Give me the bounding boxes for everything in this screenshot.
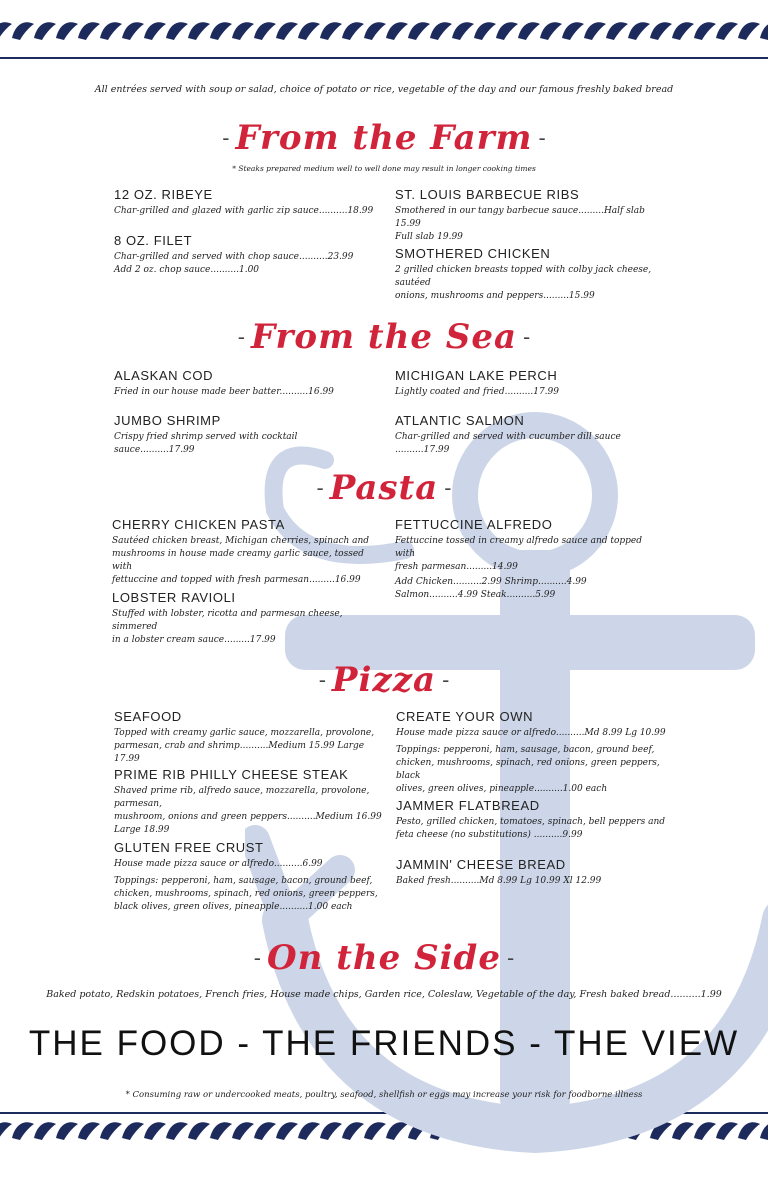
section-heading-side: - On the Side -	[253, 938, 515, 978]
item-name: 8 OZ. FILET	[114, 233, 193, 248]
rope-strand	[518, 22, 540, 40]
section-heading-pasta: - Pasta -	[316, 468, 452, 508]
menu-item-shrimp	[114, 413, 379, 457]
rope-strand	[254, 22, 276, 40]
section-title-side: On the Side	[267, 938, 501, 978]
rope-strand	[78, 1122, 100, 1140]
rope-strand	[540, 22, 562, 40]
item-desc: Smothered in our tangy barbecue sauce.........Half slab 15.99	[395, 206, 645, 229]
intro-text: All entrées served with soup or salad, choice of potato or rice, vegetable of the day and our famous freshly baked bread	[94, 84, 674, 95]
menu-item-fettuccine-alfredo	[395, 517, 660, 602]
menu-item-cheese-bread	[396, 857, 666, 888]
rope-strand	[210, 1122, 232, 1140]
rope-strand	[342, 22, 364, 40]
item-name: ALASKAN COD	[114, 368, 214, 383]
border-line-top	[0, 57, 768, 59]
item-desc: Stuffed with lobster, ricotta and parmesan cheese, simmered	[112, 609, 343, 632]
addon-line: Salmon..........4.99 Steak..........5.99	[395, 590, 556, 600]
item-name: SMOTHERED CHICKEN	[395, 246, 551, 261]
rope-strand	[232, 22, 254, 40]
item-desc: parmesan, crab and shrimp..........Medium 15.99 Large 17.99	[114, 741, 365, 764]
item-name: JAMMER FLATBREAD	[396, 798, 540, 813]
menu-item-create-your-own	[396, 709, 666, 796]
item-name: FETTUCCINE ALFREDO	[395, 517, 553, 532]
menu-item-ribeye	[114, 187, 379, 218]
item-name: ATLANTIC SALMON	[395, 413, 525, 428]
rope-strand	[364, 22, 386, 40]
item-desc: Baked fresh..........Md 8.99 Lg 10.99 Xl 12.99	[396, 876, 602, 886]
item-desc: Crispy fried shrimp served with cocktail sauce..........17.99	[114, 432, 298, 455]
rope-border-top	[0, 18, 768, 44]
item-desc: Topped with creamy garlic sauce, mozzarella, provolone,	[114, 728, 375, 738]
rope-strand	[166, 22, 188, 40]
rope-strand	[12, 1122, 34, 1140]
menu-item-salmon	[395, 413, 660, 457]
item-desc: Sautéed chicken breast, Michigan cherries, spinach and	[112, 536, 370, 546]
rope-strand	[0, 1122, 12, 1140]
rope-strand	[474, 22, 496, 40]
side-dishes: Baked potato, Redskin potatoes, French fries, House made chips, Garden rice, Coleslaw, Vegetable of the day, Fresh baked bread..........1.99	[46, 989, 722, 1000]
item-name: CREATE YOUR OWN	[396, 709, 534, 724]
rope-strand	[122, 1122, 144, 1140]
toppings-line: chicken, mushrooms, spinach, red onions, green peppers, black	[396, 758, 660, 781]
item-desc: Fettuccine tossed in creamy alfredo sauce and topped with	[395, 536, 643, 559]
item-desc: Pesto, grilled chicken, tomatoes, spinach, bell peppers and	[396, 817, 666, 827]
rope-strand	[100, 1122, 122, 1140]
rope-strand	[298, 22, 320, 40]
rope-strand	[210, 22, 232, 40]
item-name: SEAFOOD	[114, 709, 182, 724]
rope-strand	[12, 22, 34, 40]
item-desc: mushrooms in house made creamy garlic sauce, tossed with	[112, 549, 364, 572]
toppings-line: black olives, green olives, pineapple..........1.00 each	[114, 902, 353, 912]
item-desc: onions, mushrooms and peppers.........15.99	[395, 291, 595, 301]
rope-strand	[760, 22, 768, 40]
item-desc: Large 18.99	[114, 825, 170, 835]
menu-item-ribs	[395, 187, 660, 244]
item-desc: Add 2 oz. chop sauce..........1.00	[114, 265, 260, 275]
item-desc: House made pizza sauce or alfredo..........6.99	[114, 859, 323, 869]
rope-strand	[0, 22, 12, 40]
menu-item-gluten-free-crust	[114, 840, 389, 914]
rope-strand	[716, 22, 738, 40]
rope-strand	[386, 22, 408, 40]
rope-strand	[78, 22, 100, 40]
rope-strand	[430, 22, 452, 40]
rope-strand	[408, 22, 430, 40]
rope-strand	[584, 22, 606, 40]
rope-strand	[34, 1122, 56, 1140]
rope-strand	[628, 22, 650, 40]
menu-item-lobster-ravioli	[112, 590, 377, 647]
rope-strand	[100, 22, 122, 40]
section-title-pizza: Pizza	[331, 660, 437, 700]
item-name: MICHIGAN LAKE PERCH	[395, 368, 558, 383]
menu-item-jammer-flatbread	[396, 798, 666, 842]
addon-line: Add Chicken..........2.99 Shrimp..........4.99	[395, 577, 587, 587]
rope-strand	[276, 22, 298, 40]
rope-strand	[738, 22, 760, 40]
item-name: LOBSTER RAVIOLI	[112, 590, 236, 605]
item-desc: Char-grilled and glazed with garlic zip sauce..........18.99	[114, 206, 374, 216]
menu-item-prime-rib-philly	[114, 767, 389, 837]
item-desc: Lightly coated and fried..........17.99	[395, 387, 559, 397]
rope-strand	[34, 22, 56, 40]
item-name: GLUTEN FREE CRUST	[114, 840, 264, 855]
menu-item-perch	[395, 368, 660, 399]
item-name: JUMBO SHRIMP	[114, 413, 221, 428]
tagline: THE FOOD - THE FRIENDS - THE VIEW	[28, 1024, 740, 1063]
section-heading-farm: - From the Farm -	[222, 118, 546, 158]
food-safety-disclaimer: * Consuming raw or undercooked meats, poultry, seafood, shellfish or eggs may increase your risk for foodborne illness	[125, 1090, 643, 1100]
item-desc: in a lobster cream sauce.........17.99	[112, 635, 276, 645]
toppings-line: Toppings: pepperoni, ham, sausage, bacon, ground beef,	[114, 876, 373, 886]
item-desc: feta cheese (no substitutions) ..........9.99	[396, 830, 583, 840]
section-title-pasta: Pasta	[329, 468, 439, 508]
rope-strand	[452, 22, 474, 40]
menu-item-cherry-chicken-pasta	[112, 517, 377, 587]
item-desc: Char-grilled and served with cucumber dill sauce ..........17.99	[395, 432, 621, 455]
rope-strand	[144, 22, 166, 40]
item-desc: Shaved prime rib, alfredo sauce, mozzarella, provolone, parmesan,	[114, 786, 370, 809]
toppings-line: chicken, mushrooms, spinach, red onions, green peppers,	[114, 889, 378, 899]
item-name: CHERRY CHICKEN PASTA	[112, 517, 285, 532]
menu-item-seafood-pizza	[114, 709, 389, 766]
steak-note: * Steaks prepared medium well to well done may result in longer cooking times	[232, 164, 536, 173]
menu-item-smothered-chicken	[395, 246, 660, 303]
rope-strand	[606, 22, 628, 40]
section-heading-pizza: - Pizza -	[318, 660, 450, 700]
item-desc: fresh parmesan.........14.99	[395, 562, 518, 572]
item-desc: 2 grilled chicken breasts topped with colby jack cheese, sautéed	[395, 265, 652, 288]
section-title-sea: From the Sea	[250, 317, 518, 357]
menu-item-filet	[114, 233, 379, 277]
item-desc: Full slab 19.99	[395, 232, 463, 242]
item-name: ST. LOUIS BARBECUE RIBS	[395, 187, 580, 202]
rope-strand	[694, 22, 716, 40]
rope-strand	[650, 22, 672, 40]
item-name: JAMMIN' CHEESE BREAD	[396, 857, 566, 872]
rope-strand	[320, 22, 342, 40]
rope-strand	[188, 1122, 210, 1140]
rope-strand	[166, 1122, 188, 1140]
rope-strand	[188, 22, 210, 40]
item-desc: Fried in our house made beer batter..........16.99	[114, 387, 334, 397]
rope-strand	[496, 22, 518, 40]
rope-strand	[562, 22, 584, 40]
rope-strand	[56, 1122, 78, 1140]
section-heading-sea: - From the Sea -	[237, 317, 531, 357]
item-desc: House made pizza sauce or alfredo..........Md 8.99 Lg 10.99	[396, 728, 666, 738]
item-name: 12 OZ. RIBEYE	[114, 187, 213, 202]
item-desc: mushroom, onions and green peppers..........Medium 16.99	[114, 812, 382, 822]
rope-strand	[672, 22, 694, 40]
menu-item-cod	[114, 368, 379, 399]
item-name: PRIME RIB PHILLY CHEESE STEAK	[114, 767, 349, 782]
rope-strand	[144, 1122, 166, 1140]
rope-strand	[122, 22, 144, 40]
toppings-line: olives, green olives, pineapple..........1.00 each	[396, 784, 608, 794]
item-desc: Char-grilled and served with chop sauce..........23.99	[114, 252, 354, 262]
section-title-farm: From the Farm	[235, 118, 533, 158]
item-desc: fettuccine and topped with fresh parmesan.........16.99	[112, 575, 361, 585]
toppings-line: Toppings: pepperoni, ham, sausage, bacon, ground beef,	[396, 745, 655, 755]
rope-strand	[56, 22, 78, 40]
